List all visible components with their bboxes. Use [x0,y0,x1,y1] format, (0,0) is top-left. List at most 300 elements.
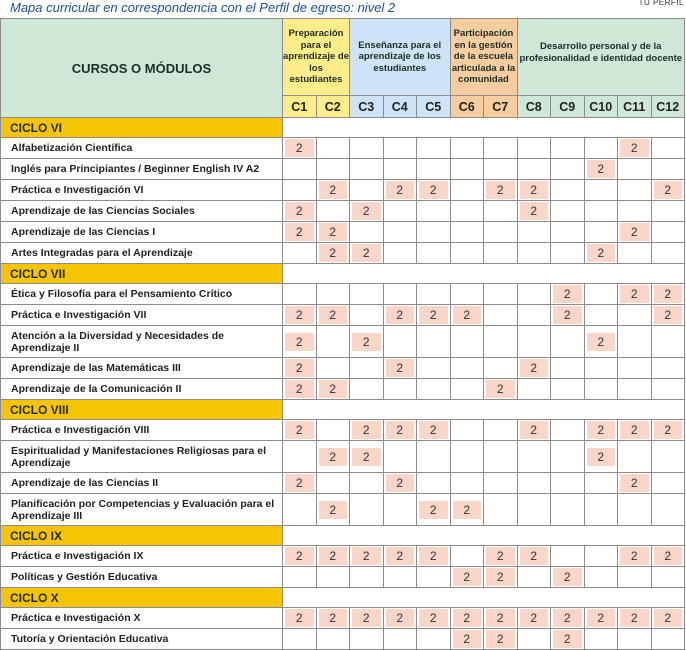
competency-mark: 2 [520,202,549,220]
competency-mark: 2 [587,421,616,439]
competency-cell-c12 [651,138,685,159]
competency-mark: 2 [486,609,515,627]
competency-mark: 2 [620,547,649,565]
course-name: Práctica e Investigación X [1,608,283,629]
competency-cell-c12 [651,284,685,305]
competency-mark: 2 [587,160,616,178]
competency-cell-c7 [484,138,518,159]
competency-mark: 2 [319,181,348,199]
competency-cell-c11 [618,159,652,180]
competency-cell-c12 [651,629,685,650]
competency-cell-c7 [484,159,518,180]
competency-mark: 2 [654,306,683,324]
competency-cell-c2 [316,222,350,243]
competency-mark: 2 [553,609,582,627]
competency-cell-c4 [383,159,417,180]
course-row [1,305,685,326]
course-row [1,494,685,526]
competency-cell-c6 [450,420,484,441]
competency-mark: 2 [386,474,415,492]
competency-cell-c10 [584,358,618,379]
competency-cell-c10 [584,305,618,326]
competency-cell-c4 [383,379,417,400]
competency-cell-c9 [551,180,585,201]
competency-cell-c12 [651,546,685,567]
competency-cell-c6 [450,138,484,159]
competency-mark: 2 [620,139,649,157]
competency-header-c2: C2 [316,96,350,118]
competency-cell-c5 [417,567,451,588]
cycle-row-spacer [283,526,685,546]
competency-cell-c12 [651,608,685,629]
course-name: Tutoría y Orientación Educativa [1,629,283,650]
course-name: Atención a la Diversidad y Necesidades de Aprendizaje II [1,326,283,358]
competency-cell-c5 [417,180,451,201]
competency-mark: 2 [285,306,314,324]
competency-cell-c10 [584,243,618,264]
competency-cell-c4 [383,243,417,264]
competency-cell-c4 [383,284,417,305]
course-name: Ética y Filosofía para el Pensamiento Crítico [1,284,283,305]
course-name: Inglés para Principiantes / Beginner English IV A2 [1,159,283,180]
competency-cell-c6 [450,180,484,201]
course-row [1,180,685,201]
competency-cell-c12 [651,159,685,180]
competency-cell-c11 [618,222,652,243]
competency-cell-c2 [316,326,350,358]
competency-cell-c8 [517,138,551,159]
competency-cell-c5 [417,379,451,400]
course-row [1,222,685,243]
competency-cell-c6 [450,441,484,473]
competency-cell-c1 [283,201,317,222]
competency-cell-c7 [484,201,518,222]
competency-mark: 2 [486,630,515,648]
competency-cell-c12 [651,379,685,400]
competency-cell-c12 [651,180,685,201]
group-header-preparacion: Preparación para el aprendizaje de los estudiantes [283,19,350,96]
competency-cell-c1 [283,441,317,473]
course-row [1,201,685,222]
corner-text: TU PERFIL [638,0,684,7]
competency-cell-c2 [316,494,350,526]
competency-cell-c5 [417,546,451,567]
competency-cell-c8 [517,494,551,526]
competency-cell-c2 [316,546,350,567]
competency-cell-c6 [450,201,484,222]
competency-cell-c5 [417,243,451,264]
competency-header-c3: C3 [350,96,384,118]
competency-mark: 2 [520,547,549,565]
competency-cell-c3 [350,379,384,400]
competency-mark: 2 [319,547,348,565]
competency-mark: 2 [486,181,515,199]
competency-mark: 2 [553,568,582,586]
competency-mark: 2 [319,501,348,519]
competency-cell-c6 [450,473,484,494]
competency-cell-c10 [584,326,618,358]
course-name: Aprendizaje de las Ciencias II [1,473,283,494]
competency-cell-c10 [584,180,618,201]
competency-mark: 2 [352,244,381,262]
cycle-row [1,264,685,284]
course-row [1,629,685,650]
competency-cell-c9 [551,441,585,473]
competency-cell-c3 [350,305,384,326]
competency-mark: 2 [587,609,616,627]
competency-mark: 2 [620,609,649,627]
competency-cell-c9 [551,567,585,588]
competency-cell-c5 [417,358,451,379]
competency-cell-c7 [484,608,518,629]
cycle-row [1,118,685,138]
competency-cell-c4 [383,138,417,159]
cycle-label: CICLO X [1,588,283,608]
competency-cell-c5 [417,629,451,650]
competency-header-c1: C1 [283,96,317,118]
cycle-label: CICLO VI [1,118,283,138]
competency-cell-c8 [517,159,551,180]
competency-mark: 2 [319,448,348,466]
competency-cell-c12 [651,420,685,441]
competency-cell-c12 [651,222,685,243]
competency-cell-c2 [316,305,350,326]
competency-mark: 2 [319,380,348,398]
course-row [1,138,685,159]
competency-mark: 2 [654,181,683,199]
course-name: Práctica e Investigación VII [1,305,283,326]
course-row [1,358,685,379]
competency-cell-c5 [417,441,451,473]
competency-cell-c10 [584,546,618,567]
competency-cell-c2 [316,243,350,264]
competency-cell-c3 [350,138,384,159]
competency-cell-c11 [618,473,652,494]
competency-cell-c12 [651,494,685,526]
competency-cell-c11 [618,358,652,379]
competency-cell-c7 [484,222,518,243]
competency-cell-c3 [350,358,384,379]
competency-cell-c8 [517,629,551,650]
competency-mark: 2 [520,609,549,627]
competency-cell-c8 [517,608,551,629]
competency-cell-c6 [450,222,484,243]
competency-cell-c10 [584,222,618,243]
group-header-participacion: Participación en la gestión de la escuela articulada a la comunidad [450,19,517,96]
competency-cell-c5 [417,473,451,494]
competency-cell-c7 [484,441,518,473]
competency-cell-c9 [551,546,585,567]
competency-cell-c4 [383,567,417,588]
competency-cell-c12 [651,326,685,358]
competency-cell-c4 [383,305,417,326]
competency-mark: 2 [319,609,348,627]
course-name: Aprendizaje de las Ciencias I [1,222,283,243]
competency-cell-c8 [517,441,551,473]
cycle-row [1,400,685,420]
competency-mark: 2 [520,359,549,377]
competency-cell-c12 [651,567,685,588]
competency-cell-c7 [484,180,518,201]
competency-mark: 2 [453,501,482,519]
competency-cell-c10 [584,567,618,588]
competency-cell-c11 [618,629,652,650]
competency-cell-c2 [316,138,350,159]
competency-mark: 2 [419,501,448,519]
competency-cell-c9 [551,358,585,379]
competency-mark: 2 [319,306,348,324]
competency-cell-c2 [316,567,350,588]
competency-cell-c7 [484,546,518,567]
competency-mark: 2 [419,181,448,199]
competency-cell-c5 [417,494,451,526]
competency-cell-c4 [383,326,417,358]
competency-mark: 2 [553,306,582,324]
competency-mark: 2 [620,223,649,241]
competency-mark: 2 [352,333,381,351]
competency-cell-c3 [350,180,384,201]
course-name: Artes Integradas para el Aprendizaje [1,243,283,264]
competency-mark: 2 [553,630,582,648]
competency-cell-c2 [316,358,350,379]
competency-cell-c2 [316,473,350,494]
competency-cell-c6 [450,629,484,650]
competency-cell-c8 [517,546,551,567]
competency-cell-c9 [551,159,585,180]
competency-cell-c1 [283,379,317,400]
course-name: Políticas y Gestión Educativa [1,567,283,588]
competency-cell-c9 [551,608,585,629]
competency-cell-c11 [618,326,652,358]
course-row [1,567,685,588]
course-name: Práctica e Investigación VIII [1,420,283,441]
competency-cell-c9 [551,305,585,326]
competency-cell-c3 [350,494,384,526]
competency-cell-c4 [383,420,417,441]
competency-cell-c9 [551,420,585,441]
competency-mark: 2 [620,285,649,303]
competency-cell-c4 [383,358,417,379]
competency-cell-c7 [484,305,518,326]
competency-cell-c1 [283,284,317,305]
competency-cell-c5 [417,420,451,441]
competency-mark: 2 [453,306,482,324]
cycle-row-spacer [283,588,685,608]
course-row [1,420,685,441]
competency-mark: 2 [386,359,415,377]
competency-mark: 2 [587,333,616,351]
competency-cell-c3 [350,159,384,180]
competency-cell-c6 [450,305,484,326]
competency-mark: 2 [386,421,415,439]
competency-cell-c9 [551,629,585,650]
competency-mark: 2 [486,568,515,586]
competency-cell-c1 [283,473,317,494]
competency-cell-c6 [450,567,484,588]
competency-cell-c7 [484,420,518,441]
competency-mark: 2 [654,421,683,439]
competency-cell-c1 [283,546,317,567]
competency-cell-c6 [450,326,484,358]
competency-cell-c2 [316,379,350,400]
competency-header-c8: C8 [517,96,551,118]
competency-mark: 2 [620,474,649,492]
competency-cell-c5 [417,284,451,305]
competency-mark: 2 [285,421,314,439]
competency-mark: 2 [587,244,616,262]
competency-mark: 2 [285,547,314,565]
cycle-label: CICLO IX [1,526,283,546]
competency-cell-c2 [316,201,350,222]
competency-mark: 2 [386,609,415,627]
cycle-row-spacer [283,264,685,284]
course-name: Aprendizaje de las Ciencias Sociales [1,201,283,222]
competency-cell-c12 [651,358,685,379]
competency-cell-c10 [584,138,618,159]
competency-mark: 2 [486,380,515,398]
competency-cell-c11 [618,305,652,326]
competency-cell-c5 [417,326,451,358]
competency-cell-c4 [383,494,417,526]
competency-cell-c9 [551,243,585,264]
competency-cell-c1 [283,159,317,180]
competency-cell-c3 [350,284,384,305]
course-row [1,546,685,567]
competency-cell-c6 [450,284,484,305]
competency-cell-c9 [551,138,585,159]
competency-cell-c1 [283,180,317,201]
competency-cell-c11 [618,420,652,441]
course-name: Aprendizaje de las Matemáticas III [1,358,283,379]
course-name: Aprendizaje de la Comunicación II [1,379,283,400]
competency-cell-c10 [584,159,618,180]
competency-cell-c10 [584,494,618,526]
table-body [1,118,685,650]
competency-header-c4: C4 [383,96,417,118]
competency-cell-c3 [350,326,384,358]
competency-mark: 2 [352,547,381,565]
competency-mark: 2 [419,421,448,439]
competency-mark: 2 [419,609,448,627]
competency-header-c7: C7 [484,96,518,118]
course-name: Práctica e Investigación VI [1,180,283,201]
competency-mark: 2 [352,202,381,220]
competency-cell-c1 [283,358,317,379]
group-header-ensenanza: Enseñanza para el aprendizaje de los estudiantes [350,19,451,96]
competency-mark: 2 [386,547,415,565]
competency-mark: 2 [285,380,314,398]
competency-header-c12: C12 [651,96,685,118]
competency-cell-c3 [350,608,384,629]
competency-cell-c1 [283,138,317,159]
course-name: Espiritualidad y Manifestaciones Religiosas para el Aprendizaje [1,441,283,473]
cycle-row-spacer [283,400,685,420]
competency-mark: 2 [319,223,348,241]
competency-mark: 2 [285,223,314,241]
course-row [1,243,685,264]
competency-cell-c4 [383,473,417,494]
cycle-label: CICLO VII [1,264,283,284]
competency-cell-c11 [618,243,652,264]
course-name: Planificación por Competencias y Evaluación para el Aprendizaje III [1,494,283,526]
competency-mark: 2 [620,421,649,439]
competency-cell-c6 [450,243,484,264]
course-row [1,379,685,400]
competency-cell-c5 [417,222,451,243]
competency-cell-c9 [551,473,585,494]
competency-cell-c3 [350,473,384,494]
competency-cell-c4 [383,201,417,222]
competency-cell-c5 [417,201,451,222]
competency-mark: 2 [386,306,415,324]
cycle-label: CICLO VIII [1,400,283,420]
competency-mark: 2 [285,202,314,220]
competency-cell-c7 [484,358,518,379]
competency-cell-c2 [316,159,350,180]
competency-cell-c7 [484,284,518,305]
competency-mark: 2 [352,448,381,466]
competency-mark: 2 [285,139,314,157]
competency-cell-c8 [517,420,551,441]
competency-cell-c1 [283,567,317,588]
competency-mark: 2 [587,448,616,466]
competency-mark: 2 [285,333,314,351]
competency-mark: 2 [453,568,482,586]
course-row [1,284,685,305]
competency-cell-c1 [283,420,317,441]
competency-cell-c7 [484,494,518,526]
competency-cell-c10 [584,420,618,441]
competency-cell-c8 [517,180,551,201]
competency-cell-c12 [651,243,685,264]
competency-cell-c4 [383,180,417,201]
competency-cell-c12 [651,473,685,494]
competency-cell-c8 [517,379,551,400]
cycle-row [1,588,685,608]
competency-cell-c8 [517,326,551,358]
competency-cell-c8 [517,567,551,588]
competency-cell-c6 [450,546,484,567]
competency-cell-c11 [618,608,652,629]
competency-cell-c12 [651,305,685,326]
cycle-row-spacer [283,118,685,138]
competency-cell-c4 [383,608,417,629]
competency-cell-c2 [316,284,350,305]
competency-cell-c7 [484,473,518,494]
competency-cell-c3 [350,243,384,264]
competency-cell-c11 [618,494,652,526]
competency-mark: 2 [654,609,683,627]
competency-cell-c6 [450,494,484,526]
competency-cell-c7 [484,326,518,358]
group-header-desarrollo: Desarrollo personal y de la profesionalidad e identidad docente [517,19,685,96]
competency-cell-c9 [551,222,585,243]
competency-cell-c8 [517,201,551,222]
competency-cell-c5 [417,305,451,326]
competency-header-c6: C6 [450,96,484,118]
group-header-row [1,19,685,96]
competency-header-c5: C5 [417,96,451,118]
competency-cell-c8 [517,243,551,264]
competency-cell-c3 [350,567,384,588]
competency-mark: 2 [419,547,448,565]
competency-header-c10: C10 [584,96,618,118]
competency-cell-c3 [350,441,384,473]
competency-mark: 2 [654,547,683,565]
competency-cell-c6 [450,358,484,379]
competency-cell-c9 [551,379,585,400]
competency-cell-c8 [517,222,551,243]
